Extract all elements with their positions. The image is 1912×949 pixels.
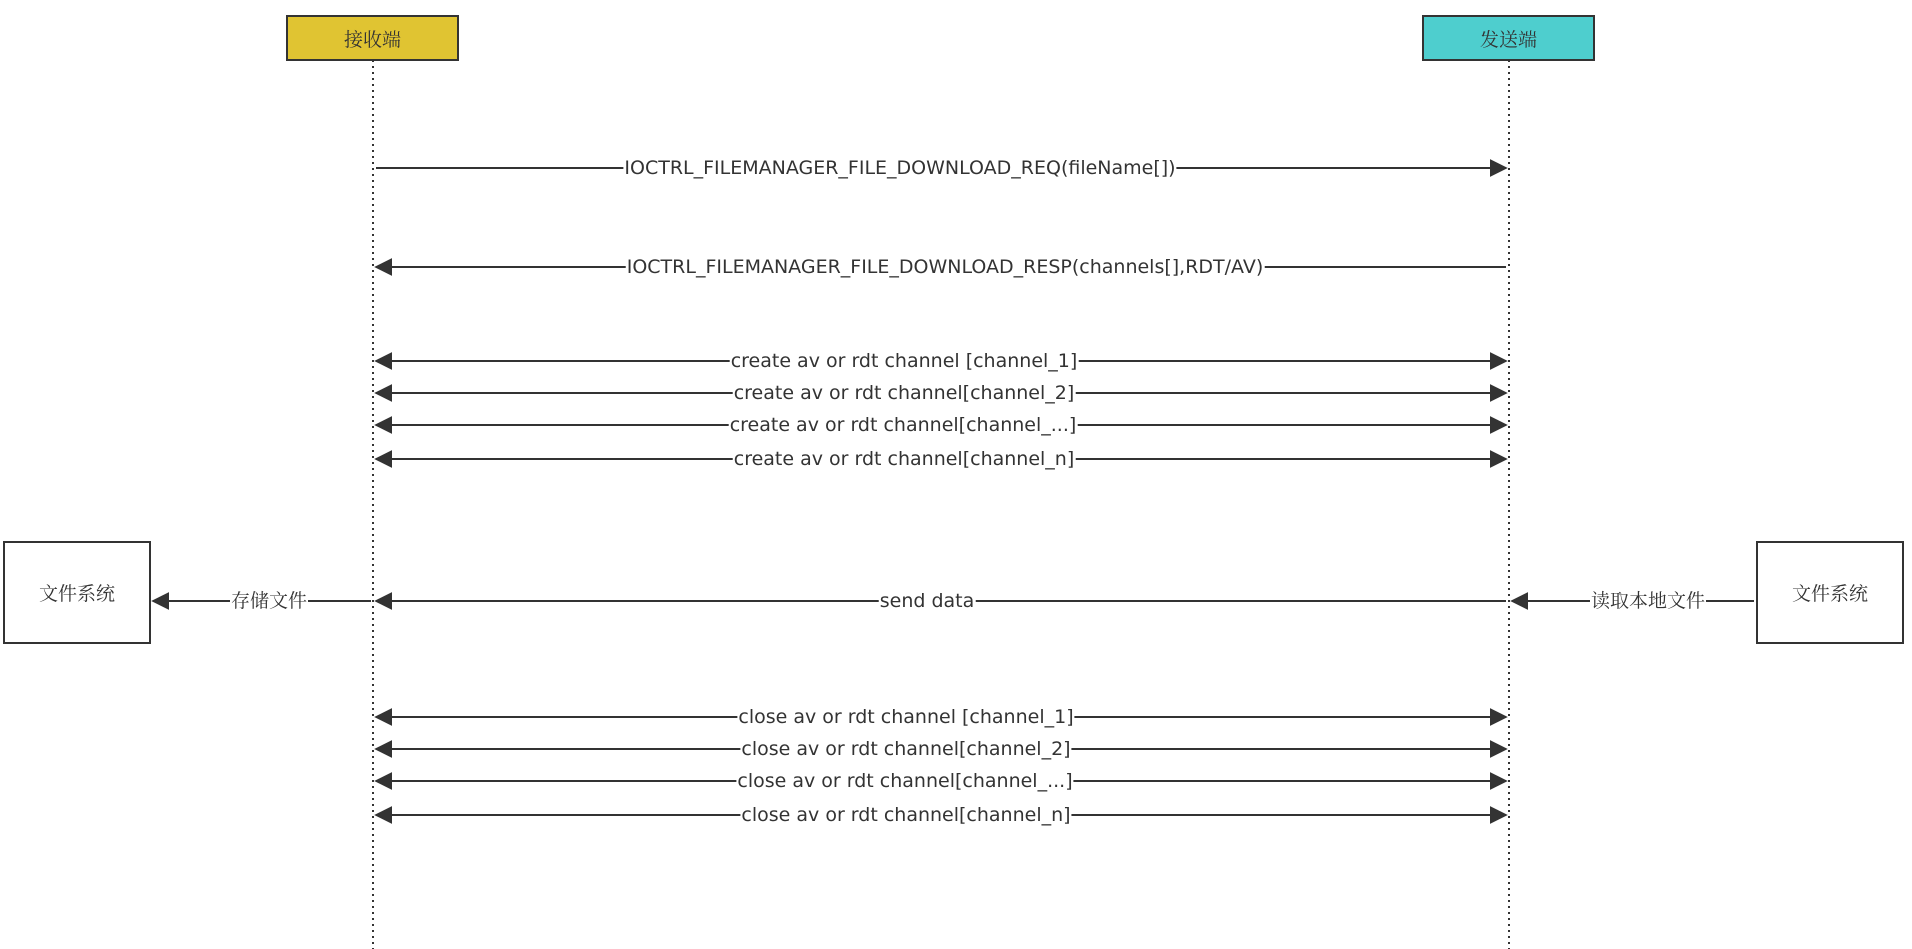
file-system-left-label: 文件系统: [38, 583, 115, 605]
file-system-left-box: [3, 541, 151, 644]
message-label-5: create av or rdt channel[channel_...]: [729, 414, 1077, 436]
message-label-9: 读取本地文件: [1590, 590, 1706, 612]
participant-sender-label: 发送端: [1479, 28, 1537, 51]
message-label-7: 存储文件: [230, 590, 308, 612]
message-label-2: IOCTRL_FILEMANAGER_FILE_DOWNLOAD_RESP(channels[],RDT/AV): [626, 256, 1264, 278]
message-label-8: send data: [879, 590, 975, 612]
participant-receiver-label: 接收端: [343, 28, 401, 51]
message-label-10: close av or rdt channel [channel_1]: [738, 706, 1074, 728]
file-system-right-label: 文件系统: [1791, 583, 1868, 605]
file-system-right-box: [1756, 541, 1904, 644]
participant-sender: [1422, 15, 1595, 61]
participant-receiver: [286, 15, 459, 61]
message-label-1: IOCTRL_FILEMANAGER_FILE_DOWNLOAD_REQ(fileName[]): [624, 157, 1176, 179]
message-label-11: close av or rdt channel[channel_2]: [741, 738, 1071, 760]
message-label-3: create av or rdt channel [channel_1]: [730, 350, 1078, 372]
message-label-12: close av or rdt channel[channel_...]: [737, 770, 1073, 792]
message-label-6: create av or rdt channel[channel_n]: [733, 448, 1075, 470]
message-label-13: close av or rdt channel[channel_n]: [741, 804, 1071, 826]
message-label-4: create av or rdt channel[channel_2]: [733, 382, 1075, 404]
